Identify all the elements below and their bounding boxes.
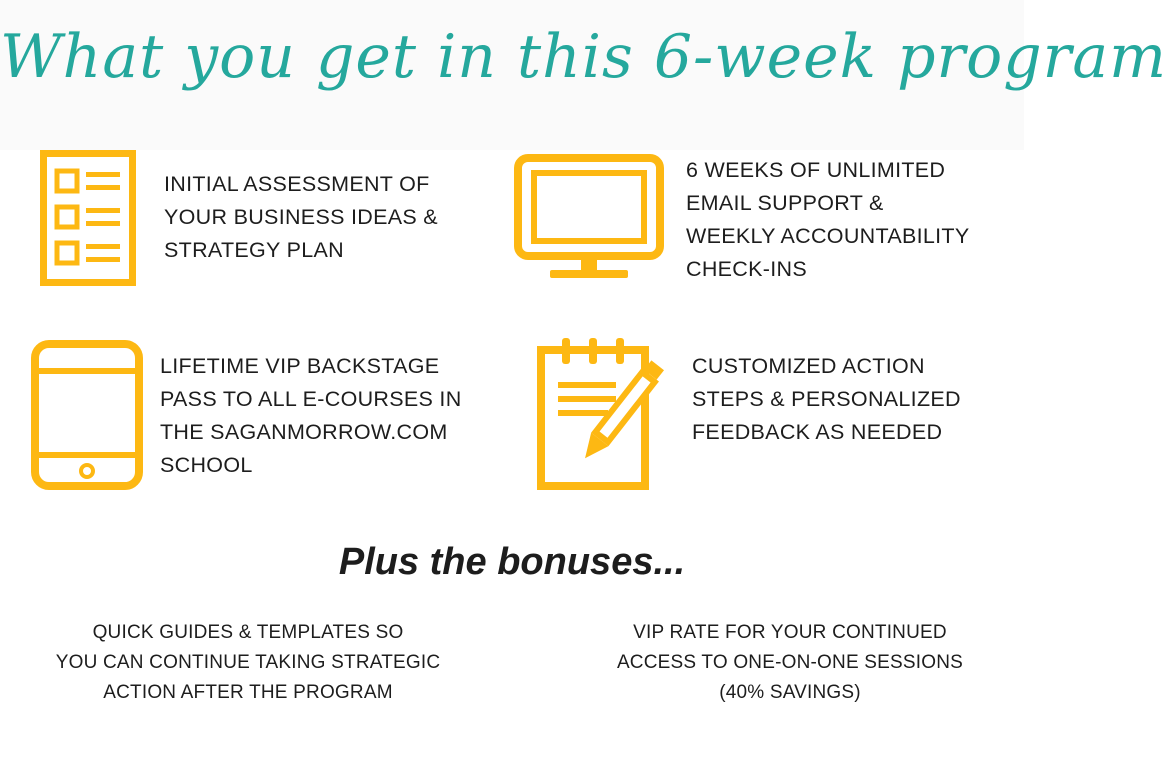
checklist-icon xyxy=(40,150,136,286)
tablet-icon xyxy=(31,340,143,490)
feature-action-steps-text: CUSTOMIZED ACTION STEPS & PERSONALIZED FEEDBACK AS NEEDED xyxy=(692,354,961,444)
bonus-quick-guides-text: QUICK GUIDES & TEMPLATES SO YOU CAN CONTINUE TAKING STRATEGIC ACTION AFTER THE PROGRAM xyxy=(55,622,441,703)
feature-email-support-text: 6 WEEKS OF UNLIMITED EMAIL SUPPORT & WEEKLY ACCOUNTABILITY CHECK-INS xyxy=(686,158,970,281)
monitor-icon xyxy=(514,154,664,284)
notepad-pencil-icon xyxy=(536,336,682,492)
feature-vip-pass-text: LIFETIME VIP BACKSTAGE PASS TO ALL E-COURSES IN THE SAGANMORROW.COM SCHOOL xyxy=(160,354,462,477)
page-title: What you get in this 6-week program xyxy=(0,22,1167,92)
bonus-vip-rate-text: VIP RATE FOR YOUR CONTINUED ACCESS TO ONE-ON-ONE SESSIONS (40% SAVINGS) xyxy=(616,622,964,703)
feature-assessment-text: INITIAL ASSESSMENT OF YOUR BUSINESS IDEAS & STRATEGY PLAN xyxy=(164,172,438,262)
bonus-heading: Plus the bonuses... xyxy=(338,541,686,583)
